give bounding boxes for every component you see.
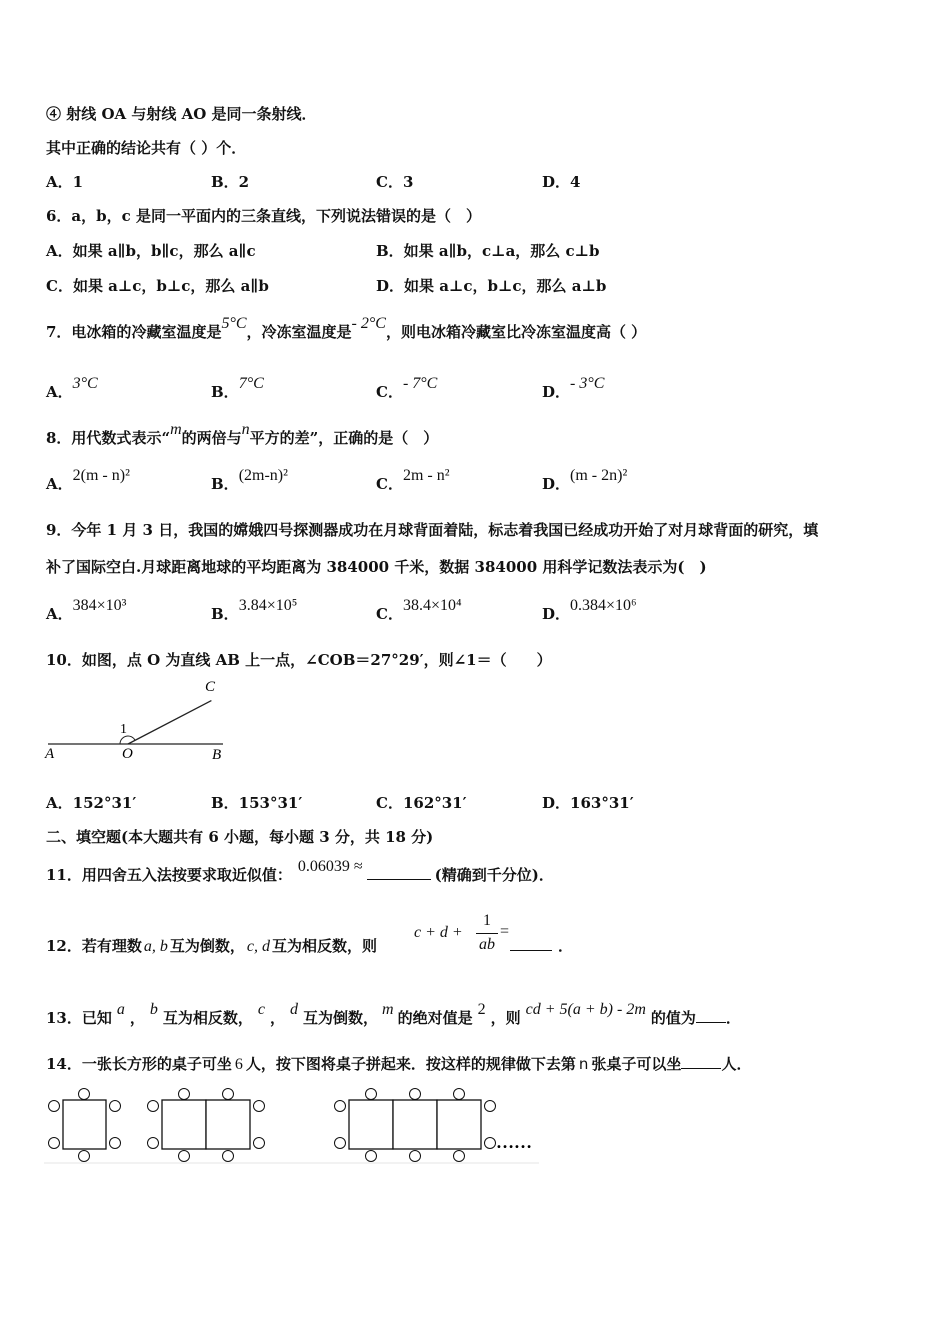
q10-option-c: C．162°31′ bbox=[376, 794, 467, 812]
table bbox=[63, 1100, 106, 1149]
q12-stem: 12．若有理数 a, b 互为倒数， c, d 互为相反数，则 bbox=[46, 937, 378, 955]
q8-option-a: A．2(m - n)² bbox=[46, 467, 130, 493]
seat bbox=[179, 1089, 190, 1100]
q6-option-c: C．如果 a⊥c，b⊥c，那么 a∥b bbox=[46, 277, 269, 295]
section-2-heading: 二、填空题(本大题共有 6 小题，每小题 3 分，共 18 分) bbox=[46, 828, 434, 846]
seat bbox=[366, 1151, 377, 1162]
q8-stem: 8．用代数式表示“m的两倍与n平方的差”，正确的是（ ） bbox=[46, 421, 439, 447]
q9-option-b: B．3.84×10⁵ bbox=[211, 597, 298, 623]
q9-option-d: D．0.384×10⁶ bbox=[542, 597, 637, 623]
q11-expression: 0.06039 ≈ bbox=[297, 858, 363, 875]
label-c: C bbox=[205, 679, 216, 695]
q7-option-b: B．7°C bbox=[211, 375, 264, 401]
seat bbox=[335, 1101, 346, 1112]
seat bbox=[49, 1101, 60, 1112]
seat bbox=[110, 1101, 121, 1112]
q13-expression: cd + 5(a + b) - 2m bbox=[525, 1001, 646, 1018]
q5-prompt: 其中正确的结论共有（ ）个． bbox=[46, 139, 247, 157]
q9-stem-line1: 9．今年 1 月 3 日，我国的嫦娥四号探测器成功在月球背面着陆，标志着我国已经成功开始了对月球背面的研究，填 bbox=[46, 521, 819, 539]
q7-temp-freezer: - 2°C bbox=[351, 315, 386, 332]
three-table-arrangement bbox=[335, 1089, 496, 1162]
seat bbox=[179, 1151, 190, 1162]
seat bbox=[110, 1138, 121, 1149]
seat bbox=[454, 1089, 465, 1100]
seat bbox=[223, 1089, 234, 1100]
q6-stem: 6．a，b，c 是同一平面内的三条直线，下列说法错误的是（ ） bbox=[46, 207, 482, 225]
q5-option-a: A．1 bbox=[46, 173, 84, 191]
q10-option-b: B．153°31′ bbox=[211, 794, 303, 812]
q5-option-d: D．4 bbox=[542, 173, 581, 191]
q10-figure bbox=[40, 674, 240, 766]
table bbox=[162, 1100, 206, 1149]
q12-answer-blank bbox=[510, 936, 552, 951]
q7-stem: 7．电冰箱的冷藏室温度是5°C，冷冻室温度是- 2°C，则电冰箱冷藏室比冷冻室温度高（ ） bbox=[46, 315, 647, 341]
seat bbox=[454, 1151, 465, 1162]
seat bbox=[254, 1101, 265, 1112]
q8-option-c: C．2m - n² bbox=[376, 467, 450, 493]
q10-option-a: A．152°31′ bbox=[46, 794, 137, 812]
q7-option-a: A．3°C bbox=[46, 375, 98, 401]
seat bbox=[79, 1089, 90, 1100]
q10-stem: 10．如图，点 O 为直线 AB 上一点，∠COB＝27°29′，则∠1＝（ ） bbox=[46, 651, 552, 669]
seat bbox=[335, 1138, 346, 1149]
seat bbox=[410, 1151, 421, 1162]
q5-option-b: B．2 bbox=[211, 173, 250, 191]
q13-answer-blank bbox=[696, 1008, 726, 1023]
seat bbox=[485, 1138, 496, 1149]
q14-answer-blank bbox=[681, 1054, 721, 1069]
q12-answer: ． bbox=[510, 936, 573, 956]
seat bbox=[254, 1138, 265, 1149]
table bbox=[206, 1100, 250, 1149]
q7-option-d: D．- 3°C bbox=[542, 375, 605, 401]
q7-option-c: C．- 7°C bbox=[376, 375, 438, 401]
table bbox=[393, 1100, 437, 1149]
q14-tables-figure bbox=[44, 1088, 544, 1168]
q5-statement-4: ④ 射线 OA 与射线 AO 是同一条射线． bbox=[46, 105, 317, 123]
q10-option-d: D．163°31′ bbox=[542, 794, 634, 812]
seat bbox=[49, 1138, 60, 1149]
q6-option-b: B．如果 a∥b，c⊥a，那么 c⊥b bbox=[376, 242, 600, 260]
label-o: O bbox=[122, 746, 133, 762]
q9-option-c: C．38.4×10⁴ bbox=[376, 597, 462, 623]
seat bbox=[148, 1101, 159, 1112]
angle-1-arc bbox=[120, 736, 135, 744]
seat bbox=[223, 1151, 234, 1162]
q9-option-a: A．384×10³ bbox=[46, 597, 127, 623]
seat bbox=[366, 1089, 377, 1100]
two-table-arrangement bbox=[148, 1089, 265, 1162]
q8-option-d: D．(m - 2n)² bbox=[542, 467, 628, 493]
seat bbox=[79, 1151, 90, 1162]
label-a: A bbox=[45, 746, 55, 762]
seat bbox=[485, 1101, 496, 1112]
q14-stem: 14．一张长方形的桌子可坐 6 人，按下图将桌子拼起来．按这样的规律做下去第 n 张桌子可以坐 人． bbox=[46, 1055, 752, 1073]
q11-answer-blank bbox=[367, 865, 431, 880]
ellipsis: …… bbox=[496, 1132, 532, 1152]
q6-option-a: A．如果 a∥b，b∥c，那么 a∥c bbox=[46, 242, 256, 260]
seat bbox=[410, 1089, 421, 1100]
table bbox=[437, 1100, 481, 1149]
ray-oc bbox=[128, 701, 211, 744]
q13-stem: 13．已知 a ， b 互为相反数， c ， d 互为倒数， m 的绝对值是 2 ，则 cd + 5(a + b) - 2m 的值为 ． bbox=[46, 1001, 741, 1027]
single-table-arrangement bbox=[49, 1089, 121, 1162]
table bbox=[349, 1100, 393, 1149]
label-b: B bbox=[212, 747, 222, 763]
seat bbox=[148, 1138, 159, 1149]
q11-stem: 11．用四舍五入法按要求取近似值： 0.06039 ≈ (精确到千分位)． bbox=[46, 858, 554, 884]
q9-stem-line2: 补了国际空白.月球距离地球的平均距离为 384000 千米，数据 384000 用科学记数法表示为( ) bbox=[46, 558, 707, 576]
q8-option-b: B．(2m-n)² bbox=[211, 467, 288, 493]
q7-temp-fridge: 5°C bbox=[221, 315, 247, 332]
q5-option-c: C．3 bbox=[376, 173, 414, 191]
q6-option-d: D．如果 a⊥c，b⊥c，那么 a⊥b bbox=[376, 277, 607, 295]
label-angle-1: 1 bbox=[120, 722, 127, 737]
